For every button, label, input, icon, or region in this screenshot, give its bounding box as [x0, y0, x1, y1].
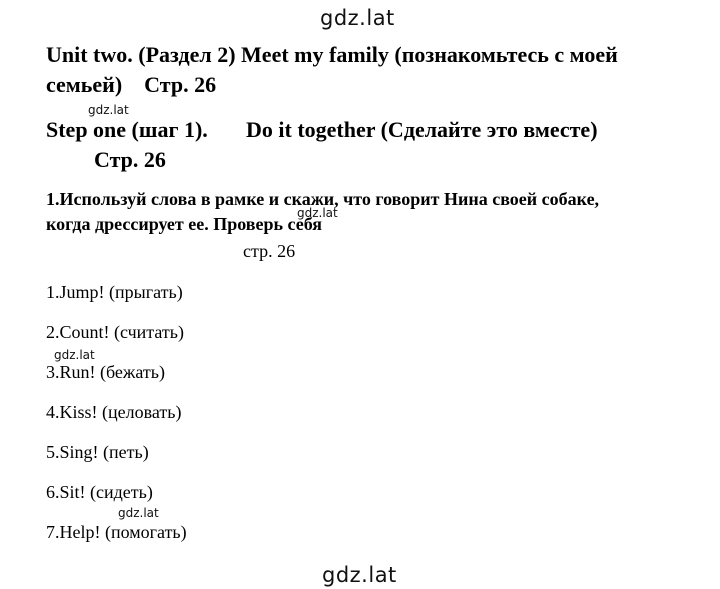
watermark-small: gdz.lat — [54, 348, 95, 362]
watermark-bottom: gdz.lat — [322, 563, 397, 587]
list-item: 7.Help! (помогать) — [46, 522, 187, 542]
unit-heading-line2: семьей) Стр. 26 — [46, 72, 217, 97]
unit-heading-line1: Unit two. (Раздел 2) Meet my family (познакомьтесь с моей — [46, 42, 618, 67]
watermark-small: gdz.lat — [118, 506, 159, 520]
list-item: 6.Sit! (сидеть) — [46, 482, 153, 502]
task-instruction-line2: когда дрессирует ее. Проверь себя — [46, 214, 323, 234]
list-item: 4.Kiss! (целовать) — [46, 402, 182, 422]
step-title: Step one (шаг 1). — [46, 117, 208, 142]
step-subtitle: Do it together (Сделайте это вместе) — [246, 117, 598, 142]
list-item: 1.Jump! (прыгать) — [46, 282, 183, 302]
watermark-small: gdz.lat — [297, 206, 338, 220]
task-page-number: стр. 26 — [243, 241, 296, 261]
list-item: 3.Run! (бежать) — [46, 362, 165, 382]
task-instruction-line1: 1.Используй слова в рамке и скажи, что говорит Нина своей собаке, — [46, 189, 600, 209]
list-item: 2.Count! (считать) — [46, 322, 184, 342]
step-page-number: Стр. 26 — [94, 147, 166, 172]
watermark-top: gdz.lat — [320, 6, 395, 30]
watermark-small: gdz.lat — [88, 103, 129, 117]
list-item: 5.Sing! (петь) — [46, 442, 149, 462]
